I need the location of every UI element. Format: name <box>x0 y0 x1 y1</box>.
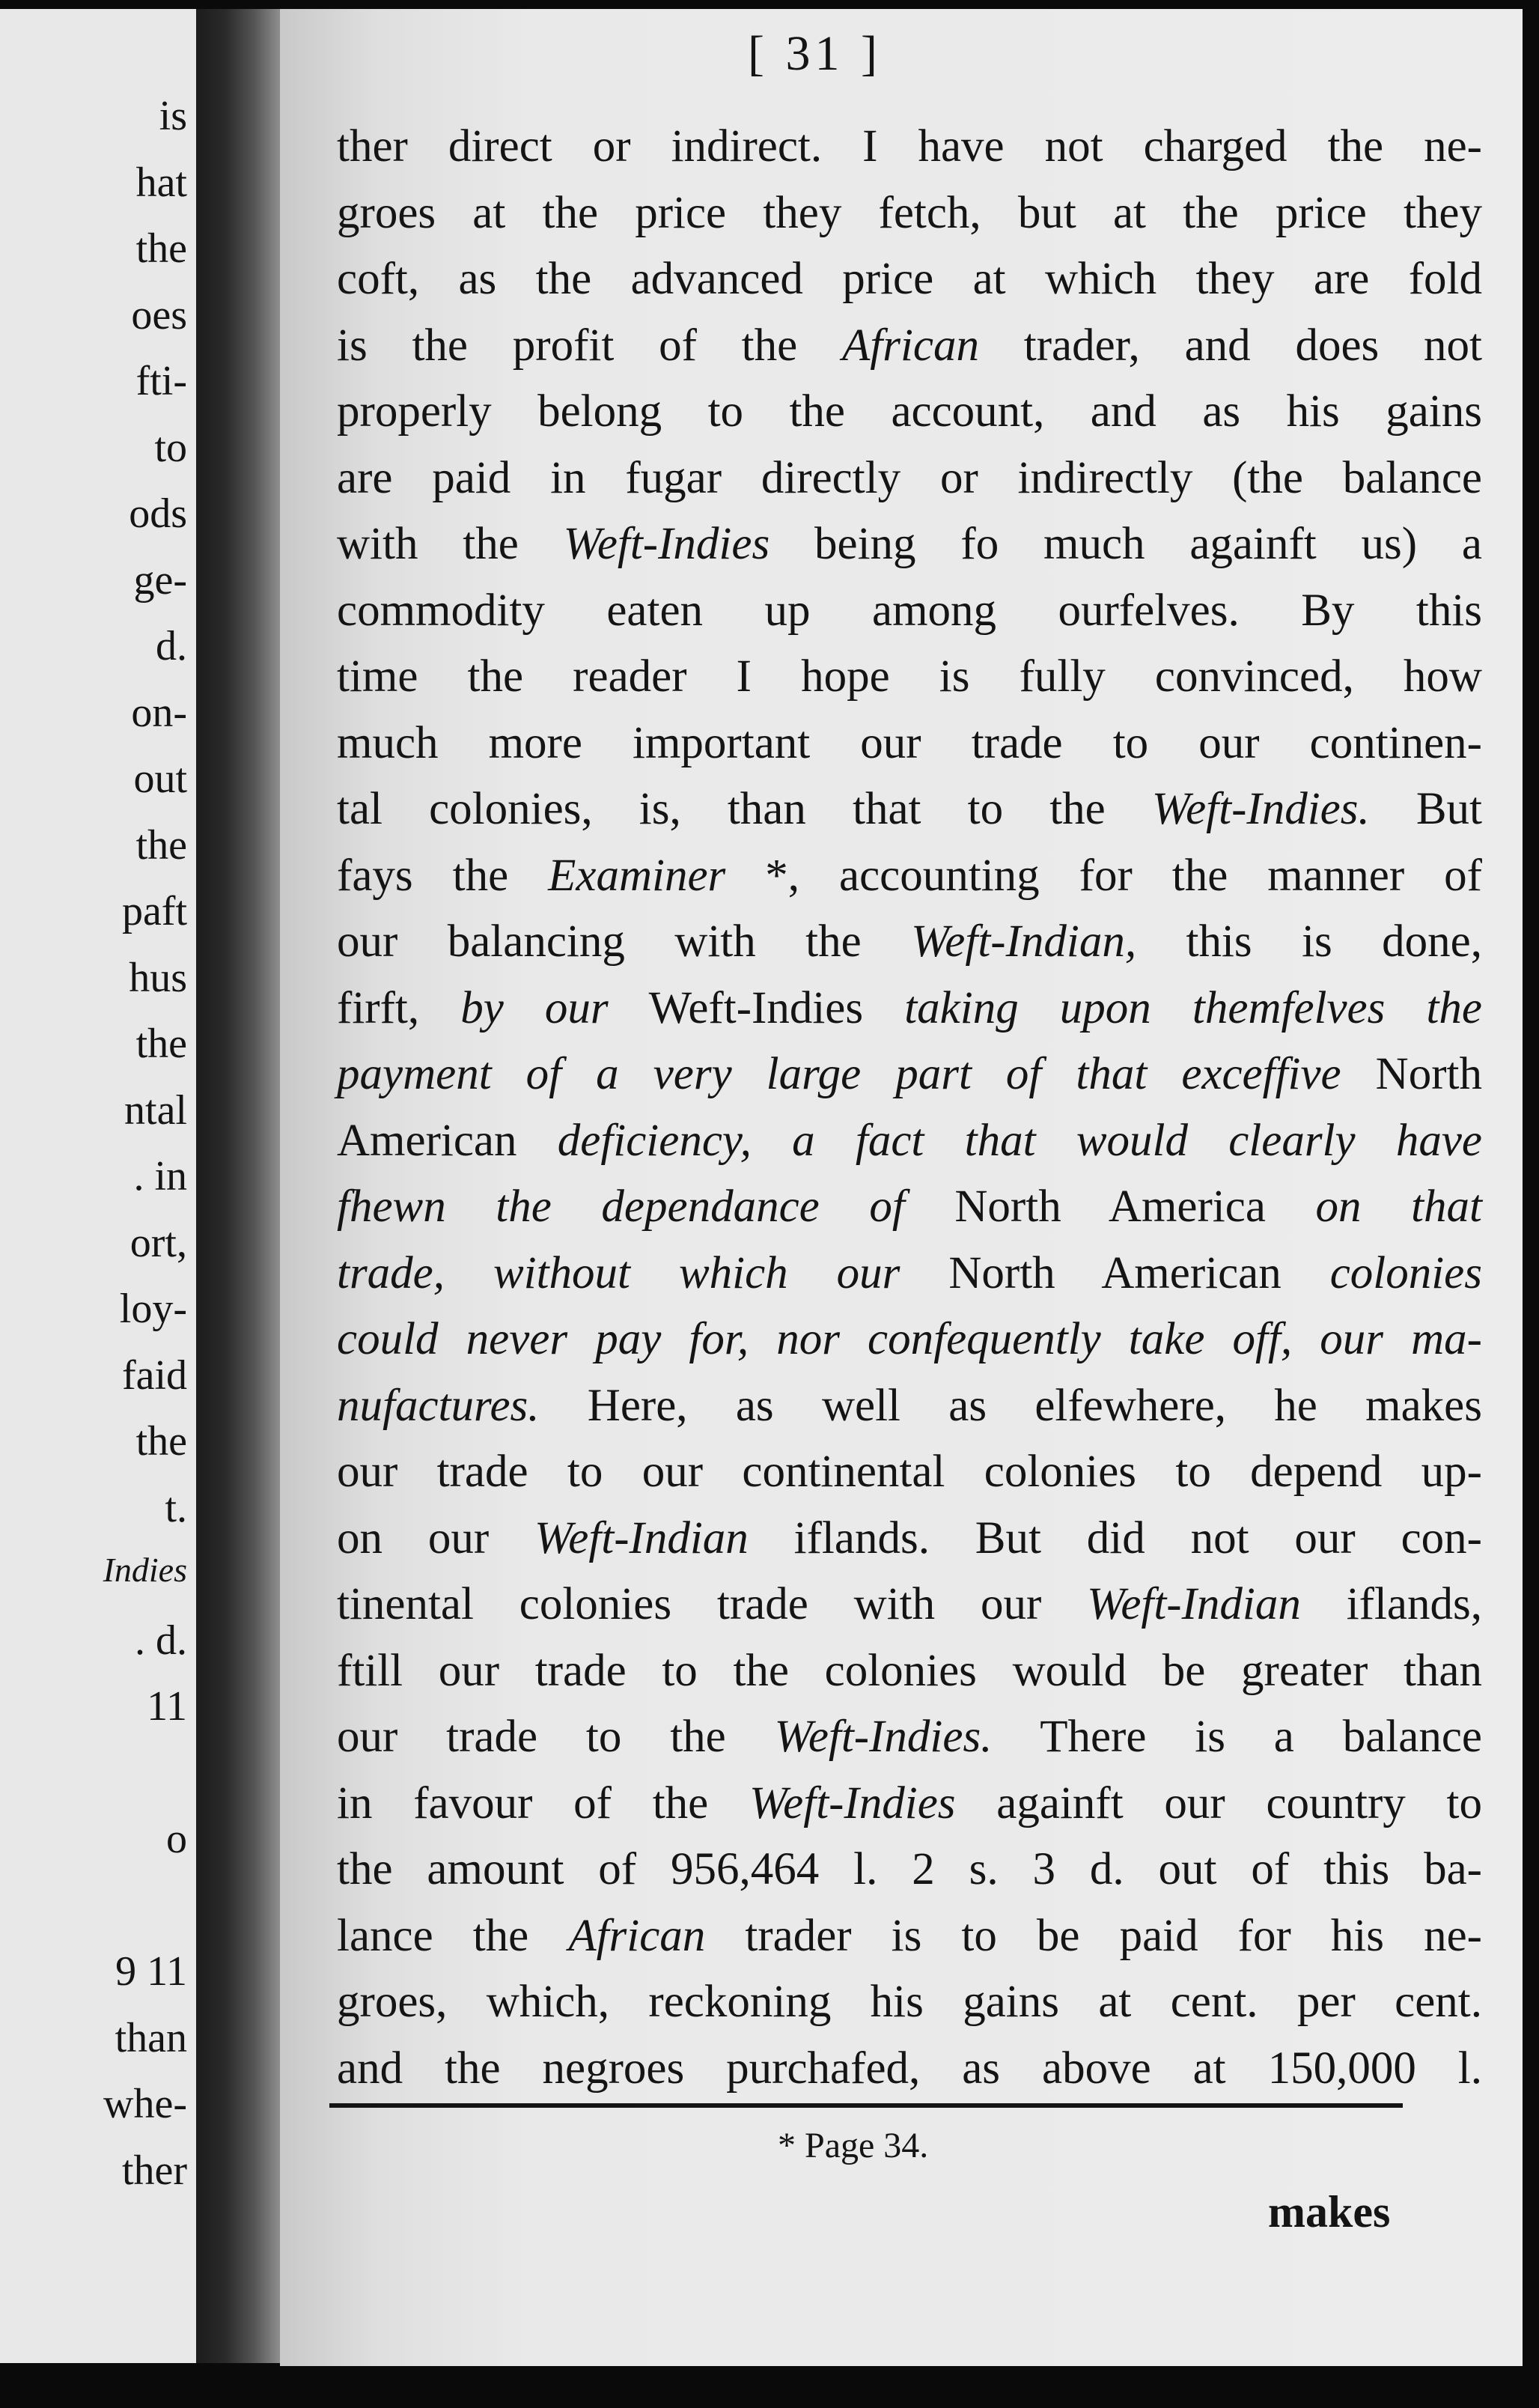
left-page-line: ntal <box>124 1086 187 1134</box>
left-page-line: faid <box>121 1352 187 1399</box>
text-line: fhewn the dependance of North America on that <box>337 1182 1483 1232</box>
text-line: is the profit of the African trader, and does not <box>337 320 1482 371</box>
text-line: in favour of the Weft-Indies againft our country to <box>337 1778 1482 1828</box>
text-line: much more important our trade to our continen- <box>337 717 1482 768</box>
left-page-line: 11 <box>147 1683 187 1730</box>
left-page-line: ther <box>121 2147 187 2194</box>
left-page-line: to <box>154 424 187 471</box>
text-line: our balancing with the Weft-Indian, this is done, <box>337 916 1482 967</box>
left-page-line: . d. <box>135 1617 187 1664</box>
left-page-line: hus <box>129 954 187 1001</box>
text-line: the amount of 956,464 l. 2 s. 3 d. out of this ba- <box>337 1844 1482 1894</box>
text-line: groes at the price they fetch, but at the price they <box>337 187 1482 238</box>
left-page-line: is <box>159 93 187 139</box>
footnote: * Page 34. <box>778 2126 929 2165</box>
left-page-line: the <box>135 225 187 272</box>
text-line: our trade to our continental colonies to depend up- <box>337 1447 1482 1497</box>
left-page-line: t. <box>165 1484 187 1531</box>
left-page-line: the <box>135 1418 187 1465</box>
left-page-line: ort, <box>129 1219 187 1266</box>
left-page-line: ge- <box>133 556 187 603</box>
text-line: are paid in fugar directly or indirectly (the balance <box>337 452 1482 503</box>
left-page-line: out <box>133 755 187 802</box>
text-line: nufactures. Here, as well as elfewhere, he makes <box>337 1380 1482 1431</box>
left-page-line: the <box>135 821 187 869</box>
text-line: coft, as the advanced price at which they are fold <box>337 254 1482 304</box>
text-line: commodity eaten up among ourfelves. By this <box>337 585 1482 636</box>
footnote-rule <box>329 2103 1403 2108</box>
left-page-line: whe- <box>103 2081 187 2127</box>
text-line: time the reader I hope is fully convinced, how <box>337 651 1482 702</box>
text-line: firft, by our Weft-Indies taking upon themfelves the <box>337 982 1482 1033</box>
text-line: could never pay for, nor confequently take off, our ma- <box>337 1314 1482 1364</box>
text-line: lance the African trader is to be paid for his ne- <box>337 1910 1482 1961</box>
left-page-line: oes <box>131 291 187 338</box>
text-line: tinental colonies trade with our Weft-Indian iflands, <box>337 1579 1482 1629</box>
left-page-line: than <box>115 2014 187 2061</box>
right-page <box>280 9 1523 2366</box>
left-page-line: ods <box>129 490 187 537</box>
left-facing-page <box>0 9 196 2363</box>
left-page-line: hat <box>135 159 187 206</box>
left-page-line: Indies <box>103 1551 187 1589</box>
text-line: trade, without which our North American colonies <box>337 1247 1482 1298</box>
text-line: with the Weft-Indies being fo much againft us) a <box>337 519 1482 569</box>
left-page-line: on- <box>131 689 187 736</box>
text-line: tal colonies, is, than that to the Weft-Indies. But <box>337 784 1482 834</box>
left-page-line: d. <box>156 623 187 669</box>
text-line: groes, which, reckoning his gains at cent. per cent. <box>337 1977 1482 2027</box>
book-gutter <box>196 9 280 2363</box>
left-page-line: fti- <box>135 358 187 404</box>
page-number: [ 31 ] <box>748 26 882 81</box>
text-line: American deficiency, a fact that would clearly have <box>337 1115 1482 1166</box>
catchword: makes <box>1268 2187 1391 2237</box>
text-line: ftill our trade to the colonies would be greater than <box>337 1645 1482 1696</box>
text-line: fays the Examiner *, accounting for the manner of <box>337 850 1482 901</box>
text-line: our trade to the Weft-Indies. There is a balance <box>337 1712 1482 1762</box>
left-page-line: the <box>135 1021 187 1067</box>
left-page-line: o <box>166 1816 187 1862</box>
left-page-line: loy- <box>119 1286 187 1332</box>
text-line: on our Weft-Indian iflands. But did not our con- <box>337 1512 1482 1563</box>
left-page-line: paft <box>121 888 187 934</box>
text-line: and the negroes purchafed, as above at 150,000 l. <box>337 2043 1482 2094</box>
text-line: ther direct or indirect. I have not charged the ne- <box>337 121 1482 171</box>
left-page-line: . in <box>133 1153 187 1200</box>
text-line: properly belong to the account, and as his gains <box>337 386 1482 437</box>
left-page-line: 9 11 <box>115 1948 187 1995</box>
text-line: payment of a very large part of that exceffive North <box>337 1049 1482 1099</box>
